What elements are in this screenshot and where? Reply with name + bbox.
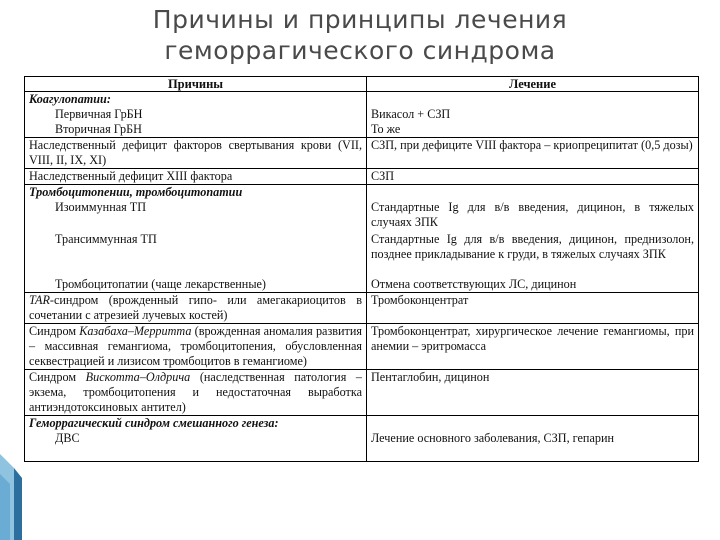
cause-primary: Первичная ГрБН xyxy=(25,107,367,122)
table-row xyxy=(25,370,699,416)
slide-title-line-1: Причины и принципы лечения xyxy=(152,5,568,34)
kasabach-prefix: Синдром xyxy=(29,324,80,338)
treatment-transimmune: Стандартные Ig для в/в введения, дицинон, преднизолон, позднее прикладывание к груди, в тяжелых случаях ЗПК xyxy=(367,232,699,277)
treatment-tar: Тромбоконцентрат xyxy=(367,293,699,324)
treatment-dvs: Лечение основного заболевания, СЗП, гепарин xyxy=(367,431,699,462)
group-thrombocytopenias: Тромбоцитопении, тромбоцитопатии xyxy=(25,185,367,201)
cause-dvs: ДВС xyxy=(25,431,367,462)
treatment-kasabach-merritt: Тромбоконцентрат, хирургическое лечение гемангиомы, при анемии – эритромасса xyxy=(367,324,699,370)
cause-wiskott-aldrich xyxy=(25,370,367,416)
table-row xyxy=(25,92,699,108)
tar-description: -синдром (врожденный гипо- или амегакариоцитов в сочетании с атрезией лучевых костей) xyxy=(29,293,362,322)
cause-transimmune: Трансиммунная ТП xyxy=(25,232,367,277)
kasabach-name: Казабаха–Мерритта xyxy=(79,324,192,338)
wiskott-description: (наследственная патология – экзема, тромбоцитопения и недостаточная выработка антиэндотоксиновых антител) xyxy=(29,370,362,414)
treatment-hereditary-deficit: СЗП, при дефиците VIII фактора – криопреципитат (0,5 дозы) xyxy=(367,138,699,169)
wiskott-prefix: Синдром xyxy=(29,370,86,384)
cause-tar xyxy=(25,293,367,324)
cause-hereditary-deficit: Наследственный дефицит факторов свертывания крови (VII, VIII, II, IX, XI) xyxy=(25,138,367,169)
table-row xyxy=(25,138,699,169)
treatment-thrombopathy: Отмена соответствующих ЛС, дицинон xyxy=(367,277,699,293)
header-causes: Причины xyxy=(25,77,367,92)
table-row xyxy=(25,122,699,138)
table-row xyxy=(25,107,699,122)
table-row xyxy=(25,200,699,232)
table-row xyxy=(25,232,699,277)
treatment-primary: Викасол + СЗП xyxy=(367,107,699,122)
cause-factor13: Наследственный дефицит XIII фактора xyxy=(25,169,367,185)
treatment-factor13: СЗП xyxy=(367,169,699,185)
table-row xyxy=(25,169,699,185)
cause-isoimmune: Изоиммунная ТП xyxy=(25,200,367,232)
treatment-isoimmune: Стандартные Ig для в/в введения, дицинон, в тяжелых случаях ЗПК xyxy=(367,200,699,232)
table-row xyxy=(25,277,699,293)
table-row xyxy=(25,431,699,462)
table-row xyxy=(25,416,699,432)
header-treatment: Лечение xyxy=(367,77,699,92)
table-row xyxy=(25,293,699,324)
group-coagulopathies: Коагулопатии: xyxy=(25,92,367,108)
treatment-wiskott-aldrich: Пентаглобин, дицинон xyxy=(367,370,699,416)
treatment-table xyxy=(24,76,699,462)
treatment-secondary: То же xyxy=(367,122,699,138)
tar-name: ТАR xyxy=(29,293,50,307)
slide-title-line-2: геморрагического синдрома xyxy=(164,36,556,65)
cause-kasabach-merritt xyxy=(25,324,367,370)
wiskott-name: Вискотта–Олдрича xyxy=(85,370,191,384)
kasabach-description: (врожденная аномалия развития – массивная гемангиома, тромбоцитопения, обусловленная секвестрацией и лизисом тромбоцитов в гемангиоме) xyxy=(29,324,362,368)
slide-corner-decoration xyxy=(0,454,22,540)
cause-thrombopathy: Тромбоцитопатии (чаще лекарственные) xyxy=(25,277,367,293)
group-mixed-genesis: Геморрагический синдром смешанного генеза: xyxy=(25,416,367,432)
table-row xyxy=(25,185,699,201)
cause-secondary: Вторичная ГрБН xyxy=(25,122,367,138)
slide-title xyxy=(0,4,720,66)
table-row xyxy=(25,324,699,370)
